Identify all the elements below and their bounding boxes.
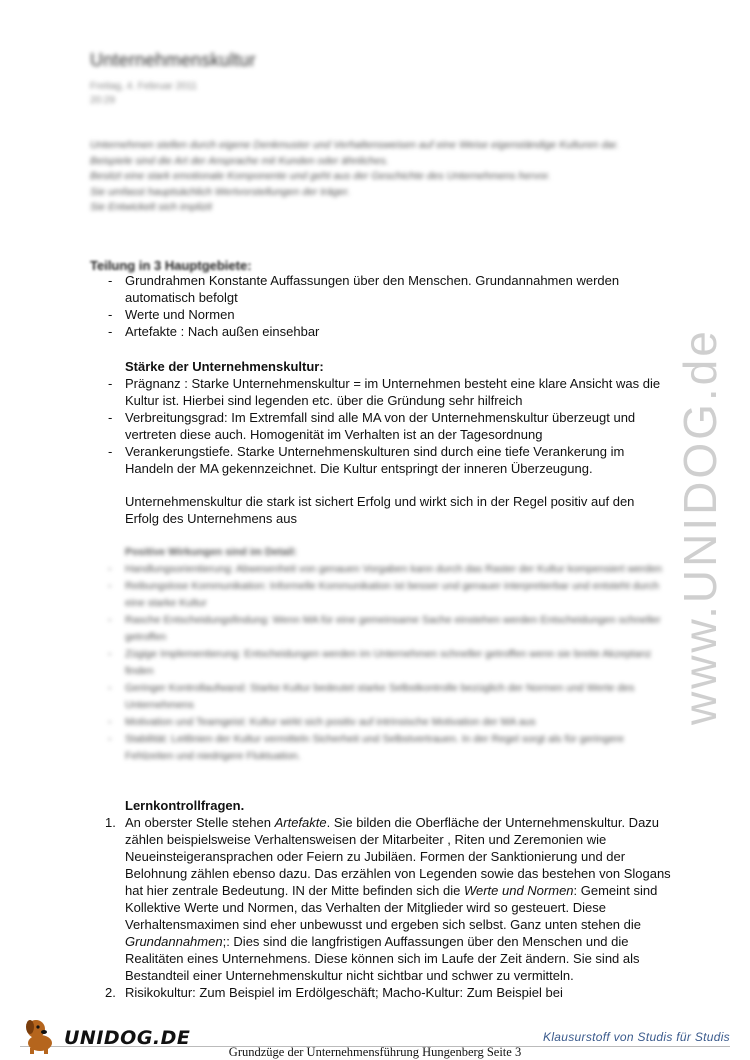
list-item: - Motivation und Teamgeist: Kultur wirkt sich positiv auf intrinsische Motivation der MA aus (105, 714, 665, 731)
emphasis-werte-normen: Werte und Normen (463, 883, 574, 898)
list-item: - Verbreitungsgrad: Im Extremfall sind alle MA von der Unternehmenskultur überzeugt und vertreten diese auch. Homogenität im Verhalten ist an der Tagesordnung (105, 409, 665, 443)
blurred-heading: Positive Wirkungen sind im Detail: (125, 546, 298, 558)
watermark-text: www.UNIDOG.de (674, 328, 726, 725)
text-run: ;: Dies sind die langfristigen Auffassungen über den Menschen und die Realitäten eines Unternehmens. Diese können sich im Laufe der Zeit ändern. Sie sind als Bestandteil einer Unternehmenskultur nicht sichtbar und schwer zu vermitteln. (125, 934, 640, 983)
meta-date: Freitag, 4. Februar 2011 (90, 81, 198, 92)
staerke-list (105, 375, 665, 477)
hauptgebiete-list (105, 272, 665, 340)
subheading-lernkontrollfragen: Lernkontrollfragen. (125, 798, 245, 813)
intro-line: Besitzt eine stark emotionale Komponente und geht aus der Geschichte des Unternehmens hervor. (90, 170, 551, 182)
item-number: 2. (105, 985, 116, 1000)
intro-line: Beispiele sind die Art der Ansprache mit Kunden oder ähnliches. (90, 154, 389, 167)
intro-line: Sie umfasst hauptsächlich Wertvorstellungen der träger. (90, 185, 351, 198)
footer-page-label: Grundzüge der Unternehmensführung Hungenberg Seite 3 (228, 1045, 522, 1059)
question-item (105, 984, 680, 1001)
text-run: . Sie bilden die Oberfläche der Unternehmenskultur. Dazu zählen beispielsweise Verhaltensweisen der Mitarbeiter , Riten und Zeremonien wie Neueinsteigeransprachen oder Feiern zu Jubiläen. Formen der Sanktionierung und der Belohnung zählen ebenso dazu. Das erzählen von Legenden sowie das bestehen von Slogans hat hier zentrale Bedeutung. IN der Mitte befinden sich die (125, 815, 671, 898)
list-item: - Handlungsorientierung: Abwesenheit von genauen Vorgaben kann durch das Raster der Kultur kompensiert werden (105, 561, 665, 578)
text-run: Risikokultur: Zum Beispiel im Erdölgeschäft; Macho-Kultur: Zum Beispiel bei (125, 985, 563, 1000)
list-item: - Geringer Kontrollaufwand: Starke Kultur bedeutet starke Selbstkontrolle bezüglich der Normen und Werte des Unternehmens (105, 680, 665, 714)
intro-line: Sie Entwickelt sich implizit (90, 201, 212, 213)
page-title: Unternehmenskultur (90, 50, 256, 70)
section-heading: Teilung in 3 Hauptgebiete: (90, 258, 252, 273)
list-item: - Prägnanz : Starke Unternehmenskultur = im Unternehmen besteht eine klare Ansicht was die Kultur ist. Hierbei sind legenden etc. über die Gründung sehr hilfreich (105, 375, 665, 409)
emphasis-artefakte: Artefakte (274, 815, 327, 830)
subheading-staerke: Stärke der Unternehmenskultur: (125, 359, 324, 374)
list-item: - Verankerungstiefe. Starke Unternehmenskulturen sind durch eine tiefe Verankerung im Handeln der MA gekennzeichnet. Die Kultur entspringt der inneren Überzeugung. (105, 443, 665, 477)
question-item (105, 814, 680, 984)
logo-text: UNIDOG.DE (64, 1027, 191, 1049)
page-meta (90, 80, 197, 108)
blurred-list (105, 561, 665, 765)
list-item: - Reibungslose Kommunikation: Informelle Kommunikation ist besser und genauer interpretierbar und entsteht durch eine starke Kultur (105, 578, 665, 612)
paragraph-erfolg: Unternehmenskultur die stark ist sichert Erfolg und wirkt sich in der Regel positiv auf den Erfolg des Unternehmens aus (125, 494, 635, 526)
intro-line: Unternehmen stellen durch eigene Denkmuster und Verhaltensweisen auf eine Weise eigenständige Kulturen dar. (90, 139, 620, 151)
list-item: - Rasche Entscheidungsfindung: Wenn MA für eine gemeinsame Sache einstehen werden Entscheidungen schneller getroffen (105, 612, 665, 646)
list-item: - Grundrahmen Konstante Auffassungen über den Menschen. Grundannahmen werden automatisch befolgt (105, 272, 665, 306)
blurred-positive-effects (105, 544, 665, 765)
text-run: : Gemeint sind Kollektive Werte und Normen, das Verhalten der Mitglieder wird so gesteuert. Diese Verhaltensmaximen sind eher unbewusst und ergeben sich selbst. Ganz unten stehen die (125, 883, 658, 932)
list-item: - Werte und Normen (105, 306, 665, 323)
intro-block (90, 138, 660, 216)
list-item: - Stabilität: Leitlinien der Kultur vermitteln Sicherheit und Selbstvertrauen. In der Regel sorgt als für geringere Fehlzeiten und niedrigere Fluktuation. (105, 731, 665, 765)
item-number: 1. (105, 815, 116, 830)
list-item: - Zügige Implementierung: Entscheidungen werden im Unternehmen schneller getroffen wenn sie breite Akzeptanz finden (105, 646, 665, 680)
emphasis-grundannahmen: Grundannahmen (125, 934, 223, 949)
text-run: An oberster Stelle stehen (125, 815, 275, 830)
list-item: - Artefakte : Nach außen einsehbar (105, 323, 665, 340)
questions-list (105, 814, 680, 1001)
unidog-watermark (672, 260, 732, 730)
footer-tagline: Klausurstoff von Studis für Studis (543, 1030, 730, 1044)
meta-time: 20:29 (90, 95, 116, 106)
